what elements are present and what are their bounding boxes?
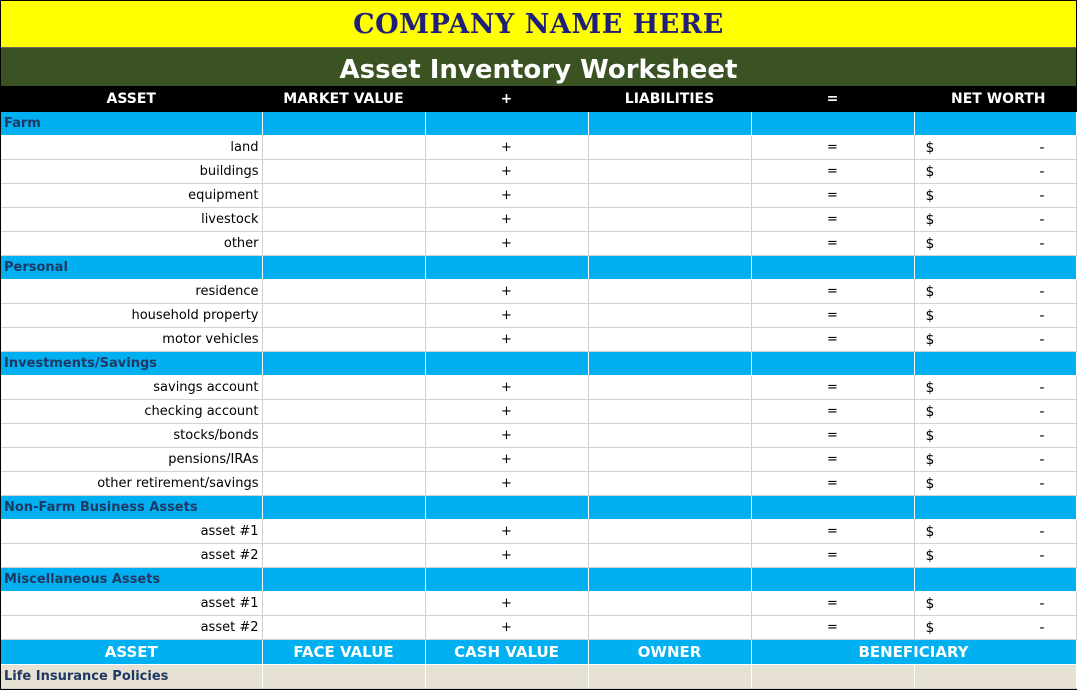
empty-amount: - [1039, 139, 1045, 156]
equals-sign[interactable]: = [751, 184, 914, 208]
asset-label[interactable]: asset #1 [1, 592, 262, 616]
asset-label[interactable]: equipment [1, 184, 262, 208]
net-worth-cell[interactable] [914, 472, 1076, 496]
equals-sign[interactable]: = [751, 616, 914, 640]
column-header[interactable]: NET WORTH [914, 86, 1076, 112]
net-worth-cell[interactable] [914, 616, 1076, 640]
equals-sign[interactable]: = [751, 472, 914, 496]
market-value-cell[interactable] [262, 448, 425, 472]
column-header[interactable]: MARKET VALUE [262, 86, 425, 112]
empty-amount: - [1039, 379, 1045, 396]
section-cell[interactable] [914, 256, 1076, 280]
section-row [1, 112, 1076, 136]
asset-label[interactable]: other retirement/savings [1, 472, 262, 496]
net-worth-cell[interactable] [914, 424, 1076, 448]
plus-sign[interactable]: + [425, 280, 588, 304]
empty-amount: - [1039, 331, 1045, 348]
currency-symbol: $ [925, 451, 935, 468]
section-cell[interactable] [588, 352, 751, 376]
empty-amount: - [1039, 619, 1045, 636]
asset-label[interactable]: residence [1, 280, 262, 304]
net-worth-value [918, 404, 1073, 420]
net-worth-cell[interactable] [914, 136, 1076, 160]
asset-label[interactable]: savings account [1, 376, 262, 400]
net-worth-cell[interactable] [914, 184, 1076, 208]
currency-symbol: $ [925, 331, 935, 348]
equals-sign[interactable]: = [751, 592, 914, 616]
equals-sign[interactable]: = [751, 136, 914, 160]
net-worth-value [918, 308, 1073, 324]
net-worth-cell[interactable] [914, 376, 1076, 400]
section-cell[interactable] [751, 496, 914, 520]
currency-symbol: $ [925, 403, 935, 420]
section-cell[interactable] [914, 112, 1076, 136]
plus-sign[interactable]: + [425, 472, 588, 496]
liabilities-cell[interactable] [588, 424, 751, 448]
section-cell[interactable] [588, 112, 751, 136]
currency-symbol: $ [925, 619, 935, 636]
net-worth-cell[interactable] [914, 592, 1076, 616]
insurance-column-header[interactable]: CASH VALUE [425, 640, 588, 665]
plus-sign[interactable]: + [425, 232, 588, 256]
liabilities-cell[interactable] [588, 280, 751, 304]
plus-sign[interactable]: + [425, 208, 588, 232]
empty-amount: - [1039, 211, 1045, 228]
section-title[interactable]: Personal [1, 256, 262, 280]
section-cell[interactable] [751, 568, 914, 592]
section-row [1, 256, 1076, 280]
asset-label[interactable]: buildings [1, 160, 262, 184]
liabilities-cell[interactable] [588, 616, 751, 640]
table-row [1, 184, 1076, 208]
company-name[interactable]: COMPANY NAME HERE [1, 1, 1076, 48]
market-value-cell[interactable] [262, 136, 425, 160]
equals-sign[interactable]: = [751, 448, 914, 472]
market-value-cell[interactable] [262, 184, 425, 208]
table-row [1, 232, 1076, 256]
asset-table [1, 86, 1077, 689]
table-row [1, 616, 1076, 640]
empty-amount: - [1039, 307, 1045, 324]
section-cell[interactable] [914, 496, 1076, 520]
section-cell[interactable] [425, 496, 588, 520]
section-cell[interactable] [588, 256, 751, 280]
insurance-column-header[interactable]: BENEFICIARY [751, 640, 1076, 665]
section-cell[interactable] [262, 496, 425, 520]
liabilities-cell[interactable] [588, 448, 751, 472]
net-worth-value [918, 548, 1073, 564]
asset-label[interactable]: stocks/bonds [1, 424, 262, 448]
plus-sign[interactable]: + [425, 592, 588, 616]
section-cell[interactable] [425, 568, 588, 592]
currency-symbol: $ [925, 235, 935, 252]
net-worth-value [918, 524, 1073, 540]
equals-sign[interactable]: = [751, 400, 914, 424]
section-cell[interactable] [262, 568, 425, 592]
market-value-cell[interactable] [262, 616, 425, 640]
equals-sign[interactable]: = [751, 328, 914, 352]
section-row [1, 352, 1076, 376]
section-cell[interactable] [914, 352, 1076, 376]
market-value-cell[interactable] [262, 160, 425, 184]
liabilities-cell[interactable] [588, 136, 751, 160]
market-value-cell[interactable] [262, 520, 425, 544]
currency-symbol: $ [925, 283, 935, 300]
equals-sign[interactable]: = [751, 160, 914, 184]
net-worth-value [918, 620, 1073, 636]
market-value-cell[interactable] [262, 232, 425, 256]
section-title[interactable]: Non-Farm Business Assets [1, 496, 262, 520]
market-value-cell[interactable] [262, 544, 425, 568]
net-worth-cell[interactable] [914, 160, 1076, 184]
net-worth-cell[interactable] [914, 328, 1076, 352]
table-row [1, 544, 1076, 568]
liabilities-cell[interactable] [588, 208, 751, 232]
insurance-cell[interactable] [588, 665, 751, 689]
table-row [1, 160, 1076, 184]
table-row [1, 328, 1076, 352]
equals-sign[interactable]: = [751, 232, 914, 256]
net-worth-cell[interactable] [914, 232, 1076, 256]
table-row [1, 208, 1076, 232]
net-worth-value [918, 188, 1073, 204]
empty-amount: - [1039, 547, 1045, 564]
empty-amount: - [1039, 163, 1045, 180]
table-row [1, 400, 1076, 424]
net-worth-value [918, 332, 1073, 348]
asset-label[interactable]: checking account [1, 400, 262, 424]
empty-amount: - [1039, 283, 1045, 300]
section-cell[interactable] [425, 352, 588, 376]
asset-label[interactable]: asset #2 [1, 616, 262, 640]
currency-symbol: $ [925, 595, 935, 612]
asset-label[interactable]: motor vehicles [1, 328, 262, 352]
currency-symbol: $ [925, 187, 935, 204]
currency-symbol: $ [925, 307, 935, 324]
net-worth-value [918, 476, 1073, 492]
asset-label[interactable]: household property [1, 304, 262, 328]
empty-amount: - [1039, 403, 1045, 420]
section-title[interactable]: Farm [1, 112, 262, 136]
insurance-column-header[interactable]: FACE VALUE [262, 640, 425, 665]
section-title[interactable]: Miscellaneous Assets [1, 568, 262, 592]
section-row [1, 568, 1076, 592]
net-worth-cell[interactable] [914, 448, 1076, 472]
net-worth-cell[interactable] [914, 544, 1076, 568]
equals-sign[interactable]: = [751, 544, 914, 568]
section-cell[interactable] [751, 256, 914, 280]
insurance-section-row [1, 665, 1076, 689]
market-value-cell[interactable] [262, 472, 425, 496]
net-worth-cell[interactable] [914, 304, 1076, 328]
plus-sign[interactable]: + [425, 160, 588, 184]
section-cell[interactable] [425, 112, 588, 136]
market-value-cell[interactable] [262, 328, 425, 352]
section-row [1, 496, 1076, 520]
insurance-cell[interactable] [914, 665, 1076, 689]
worksheet-title[interactable]: Asset Inventory Worksheet [1, 48, 1076, 86]
plus-sign[interactable]: + [425, 616, 588, 640]
section-cell[interactable] [262, 256, 425, 280]
table-row [1, 136, 1076, 160]
column-header[interactable]: ASSET [1, 86, 262, 112]
asset-label[interactable]: livestock [1, 208, 262, 232]
asset-label[interactable]: asset #2 [1, 544, 262, 568]
insurance-header-row [1, 640, 1076, 665]
table-row [1, 424, 1076, 448]
insurance-column-header[interactable]: OWNER [588, 640, 751, 665]
plus-sign[interactable]: + [425, 520, 588, 544]
table-row [1, 448, 1076, 472]
market-value-cell[interactable] [262, 376, 425, 400]
net-worth-value [918, 140, 1073, 156]
net-worth-value [918, 164, 1073, 180]
net-worth-value [918, 284, 1073, 300]
insurance-cell[interactable] [262, 665, 425, 689]
empty-amount: - [1039, 595, 1045, 612]
liabilities-cell[interactable] [588, 160, 751, 184]
equals-sign[interactable]: = [751, 304, 914, 328]
asset-label[interactable]: land [1, 136, 262, 160]
currency-symbol: $ [925, 211, 935, 228]
plus-sign[interactable]: + [425, 136, 588, 160]
plus-sign[interactable]: + [425, 328, 588, 352]
insurance-column-header[interactable]: ASSET [1, 640, 262, 665]
asset-label[interactable]: other [1, 232, 262, 256]
section-cell[interactable] [751, 112, 914, 136]
table-row [1, 592, 1076, 616]
equals-sign[interactable]: = [751, 424, 914, 448]
net-worth-value [918, 428, 1073, 444]
equals-sign[interactable]: = [751, 520, 914, 544]
section-cell[interactable] [588, 568, 751, 592]
plus-sign[interactable]: + [425, 400, 588, 424]
equals-sign[interactable]: = [751, 208, 914, 232]
section-cell[interactable] [588, 496, 751, 520]
currency-symbol: $ [925, 547, 935, 564]
equals-sign[interactable]: = [751, 280, 914, 304]
table-row [1, 520, 1076, 544]
empty-amount: - [1039, 523, 1045, 540]
net-worth-value [918, 596, 1073, 612]
liabilities-cell[interactable] [588, 520, 751, 544]
plus-sign[interactable]: + [425, 184, 588, 208]
net-worth-value [918, 452, 1073, 468]
currency-symbol: $ [925, 427, 935, 444]
liabilities-cell[interactable] [588, 184, 751, 208]
liabilities-cell[interactable] [588, 328, 751, 352]
currency-symbol: $ [925, 475, 935, 492]
market-value-cell[interactable] [262, 208, 425, 232]
section-cell[interactable] [262, 352, 425, 376]
net-worth-cell[interactable] [914, 520, 1076, 544]
currency-symbol: $ [925, 523, 935, 540]
plus-sign[interactable]: + [425, 448, 588, 472]
column-header[interactable]: LIABILITIES [588, 86, 751, 112]
section-cell[interactable] [914, 568, 1076, 592]
table-row [1, 376, 1076, 400]
insurance-section-title[interactable]: Life Insurance Policies [1, 665, 262, 689]
net-worth-value [918, 212, 1073, 228]
liabilities-cell[interactable] [588, 592, 751, 616]
table-row [1, 304, 1076, 328]
liabilities-cell[interactable] [588, 232, 751, 256]
market-value-cell[interactable] [262, 280, 425, 304]
empty-amount: - [1039, 427, 1045, 444]
column-header[interactable]: = [751, 86, 914, 112]
currency-symbol: $ [925, 163, 935, 180]
plus-sign[interactable]: + [425, 376, 588, 400]
market-value-cell[interactable] [262, 424, 425, 448]
net-worth-cell[interactable] [914, 280, 1076, 304]
liabilities-cell[interactable] [588, 376, 751, 400]
net-worth-cell[interactable] [914, 208, 1076, 232]
plus-sign[interactable]: + [425, 544, 588, 568]
currency-symbol: $ [925, 379, 935, 396]
liabilities-cell[interactable] [588, 472, 751, 496]
section-cell[interactable] [751, 352, 914, 376]
insurance-cell[interactable] [425, 665, 588, 689]
table-row [1, 280, 1076, 304]
column-header-row [1, 86, 1076, 112]
column-header[interactable]: + [425, 86, 588, 112]
liabilities-cell[interactable] [588, 544, 751, 568]
liabilities-cell[interactable] [588, 400, 751, 424]
insurance-cell[interactable] [751, 665, 914, 689]
table-row [1, 472, 1076, 496]
net-worth-value [918, 380, 1073, 396]
asset-label[interactable]: asset #1 [1, 520, 262, 544]
net-worth-value [918, 236, 1073, 252]
plus-sign[interactable]: + [425, 424, 588, 448]
section-cell[interactable] [425, 256, 588, 280]
plus-sign[interactable]: + [425, 304, 588, 328]
liabilities-cell[interactable] [588, 304, 751, 328]
empty-amount: - [1039, 451, 1045, 468]
market-value-cell[interactable] [262, 304, 425, 328]
asset-label[interactable]: pensions/IRAs [1, 448, 262, 472]
market-value-cell[interactable] [262, 400, 425, 424]
currency-symbol: $ [925, 139, 935, 156]
section-cell[interactable] [262, 112, 425, 136]
net-worth-cell[interactable] [914, 400, 1076, 424]
empty-amount: - [1039, 475, 1045, 492]
section-title[interactable]: Investments/Savings [1, 352, 262, 376]
equals-sign[interactable]: = [751, 376, 914, 400]
empty-amount: - [1039, 235, 1045, 252]
market-value-cell[interactable] [262, 592, 425, 616]
empty-amount: - [1039, 187, 1045, 204]
